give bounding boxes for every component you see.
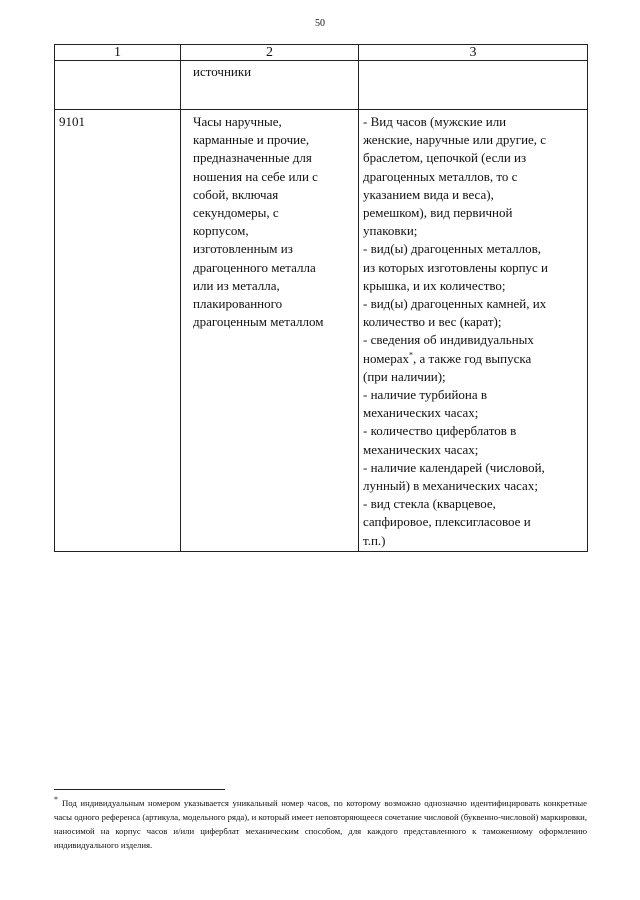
description-line: предназначенные для xyxy=(193,150,312,166)
footnote xyxy=(54,796,587,852)
details-line: женские, наручные или другие, с xyxy=(363,132,547,148)
footnote-mark: * xyxy=(54,795,58,805)
description-line: секундомеры, с xyxy=(193,205,279,221)
hs-code-cell: 9101 xyxy=(55,110,181,552)
details-line: - наличие турбийона в xyxy=(363,387,488,403)
details-line: сапфировое, плексигласовое и xyxy=(363,514,531,530)
page-number: 50 xyxy=(315,18,325,29)
description-cell xyxy=(181,110,359,552)
description-line: корпусом, xyxy=(193,223,249,239)
details-line: (при наличии); xyxy=(363,368,446,384)
details-line: механических часах; xyxy=(363,405,479,421)
footnote-divider xyxy=(54,789,225,790)
description-line: драгоценного металла xyxy=(193,259,316,275)
description-line: изготовленным из xyxy=(193,241,293,257)
table-header-row xyxy=(55,45,588,61)
details-line: лунный) в механических часах; xyxy=(363,478,538,494)
details-line: - сведения об индивидуальных xyxy=(363,332,534,348)
details-line: указанием вида и веса), xyxy=(363,186,494,202)
details-line: из которых изготовлены корпус и xyxy=(363,259,549,275)
footnote-reference: * xyxy=(408,350,413,360)
continued-row xyxy=(55,61,588,110)
header-col-3: 3 xyxy=(359,45,588,61)
details-text: номерах xyxy=(363,350,409,366)
details-line: механических часах; xyxy=(363,441,479,457)
description-line: собой, включая xyxy=(193,186,279,202)
header-col-2: 2 xyxy=(181,45,359,61)
details-line: - наличие календарей (числовой, xyxy=(363,459,545,475)
details-line: - вид стекла (кварцевое, xyxy=(363,496,496,512)
description-line: ношения на себе или с xyxy=(193,168,318,184)
header-col-1: 1 xyxy=(55,45,181,61)
details-line: крышка, и их количество; xyxy=(363,277,506,293)
details-line: - вид(ы) драгоценных камней, их xyxy=(363,296,547,312)
table-row-9101 xyxy=(55,110,588,552)
details-line-with-footnote xyxy=(363,350,583,368)
details-line: - вид(ы) драгоценных металлов, xyxy=(363,241,542,257)
continued-col-2-text: источники xyxy=(193,64,252,79)
details-line: - Вид часов (мужские или xyxy=(363,114,507,129)
details-line: ремешком), вид первичной xyxy=(363,205,513,221)
details-line: количество и вес (карат); xyxy=(363,314,502,330)
details-line: драгоценных металлов, то с xyxy=(363,168,518,184)
description-line: карманные и прочие, xyxy=(193,132,310,148)
continued-col-3 xyxy=(359,61,588,110)
continued-col-1 xyxy=(55,61,181,110)
description-line: или из металла, xyxy=(193,277,280,293)
details-line: браслетом, цепочкой (если из xyxy=(363,150,527,166)
footnote-text: Под индивидуальным номером указывается уникальный номер часов, по которому возможно однозначно идентифицировать конкретные часы одного референса (артикула, модельного ряда), и который имеет неповторяющееся сочетание числовой (буквенно-числовой) маркировки, наносимой на корпус часов и/или циферблат механическим способом, для каждого представленного к таможенному оформлению индивидуального изделия. xyxy=(54,798,587,850)
details-line: т.п.) xyxy=(363,532,386,548)
details-cell xyxy=(359,110,588,552)
description-line: плакированного xyxy=(193,296,283,312)
description-line: драгоценным металлом xyxy=(193,314,324,330)
details-line: упаковки; xyxy=(363,223,418,239)
details-line: - количество циферблатов в xyxy=(363,423,517,439)
customs-table xyxy=(54,44,588,552)
continued-col-2 xyxy=(181,61,359,110)
description-line: Часы наручные, xyxy=(193,114,282,129)
details-text: , а также год выпуска xyxy=(412,350,532,366)
